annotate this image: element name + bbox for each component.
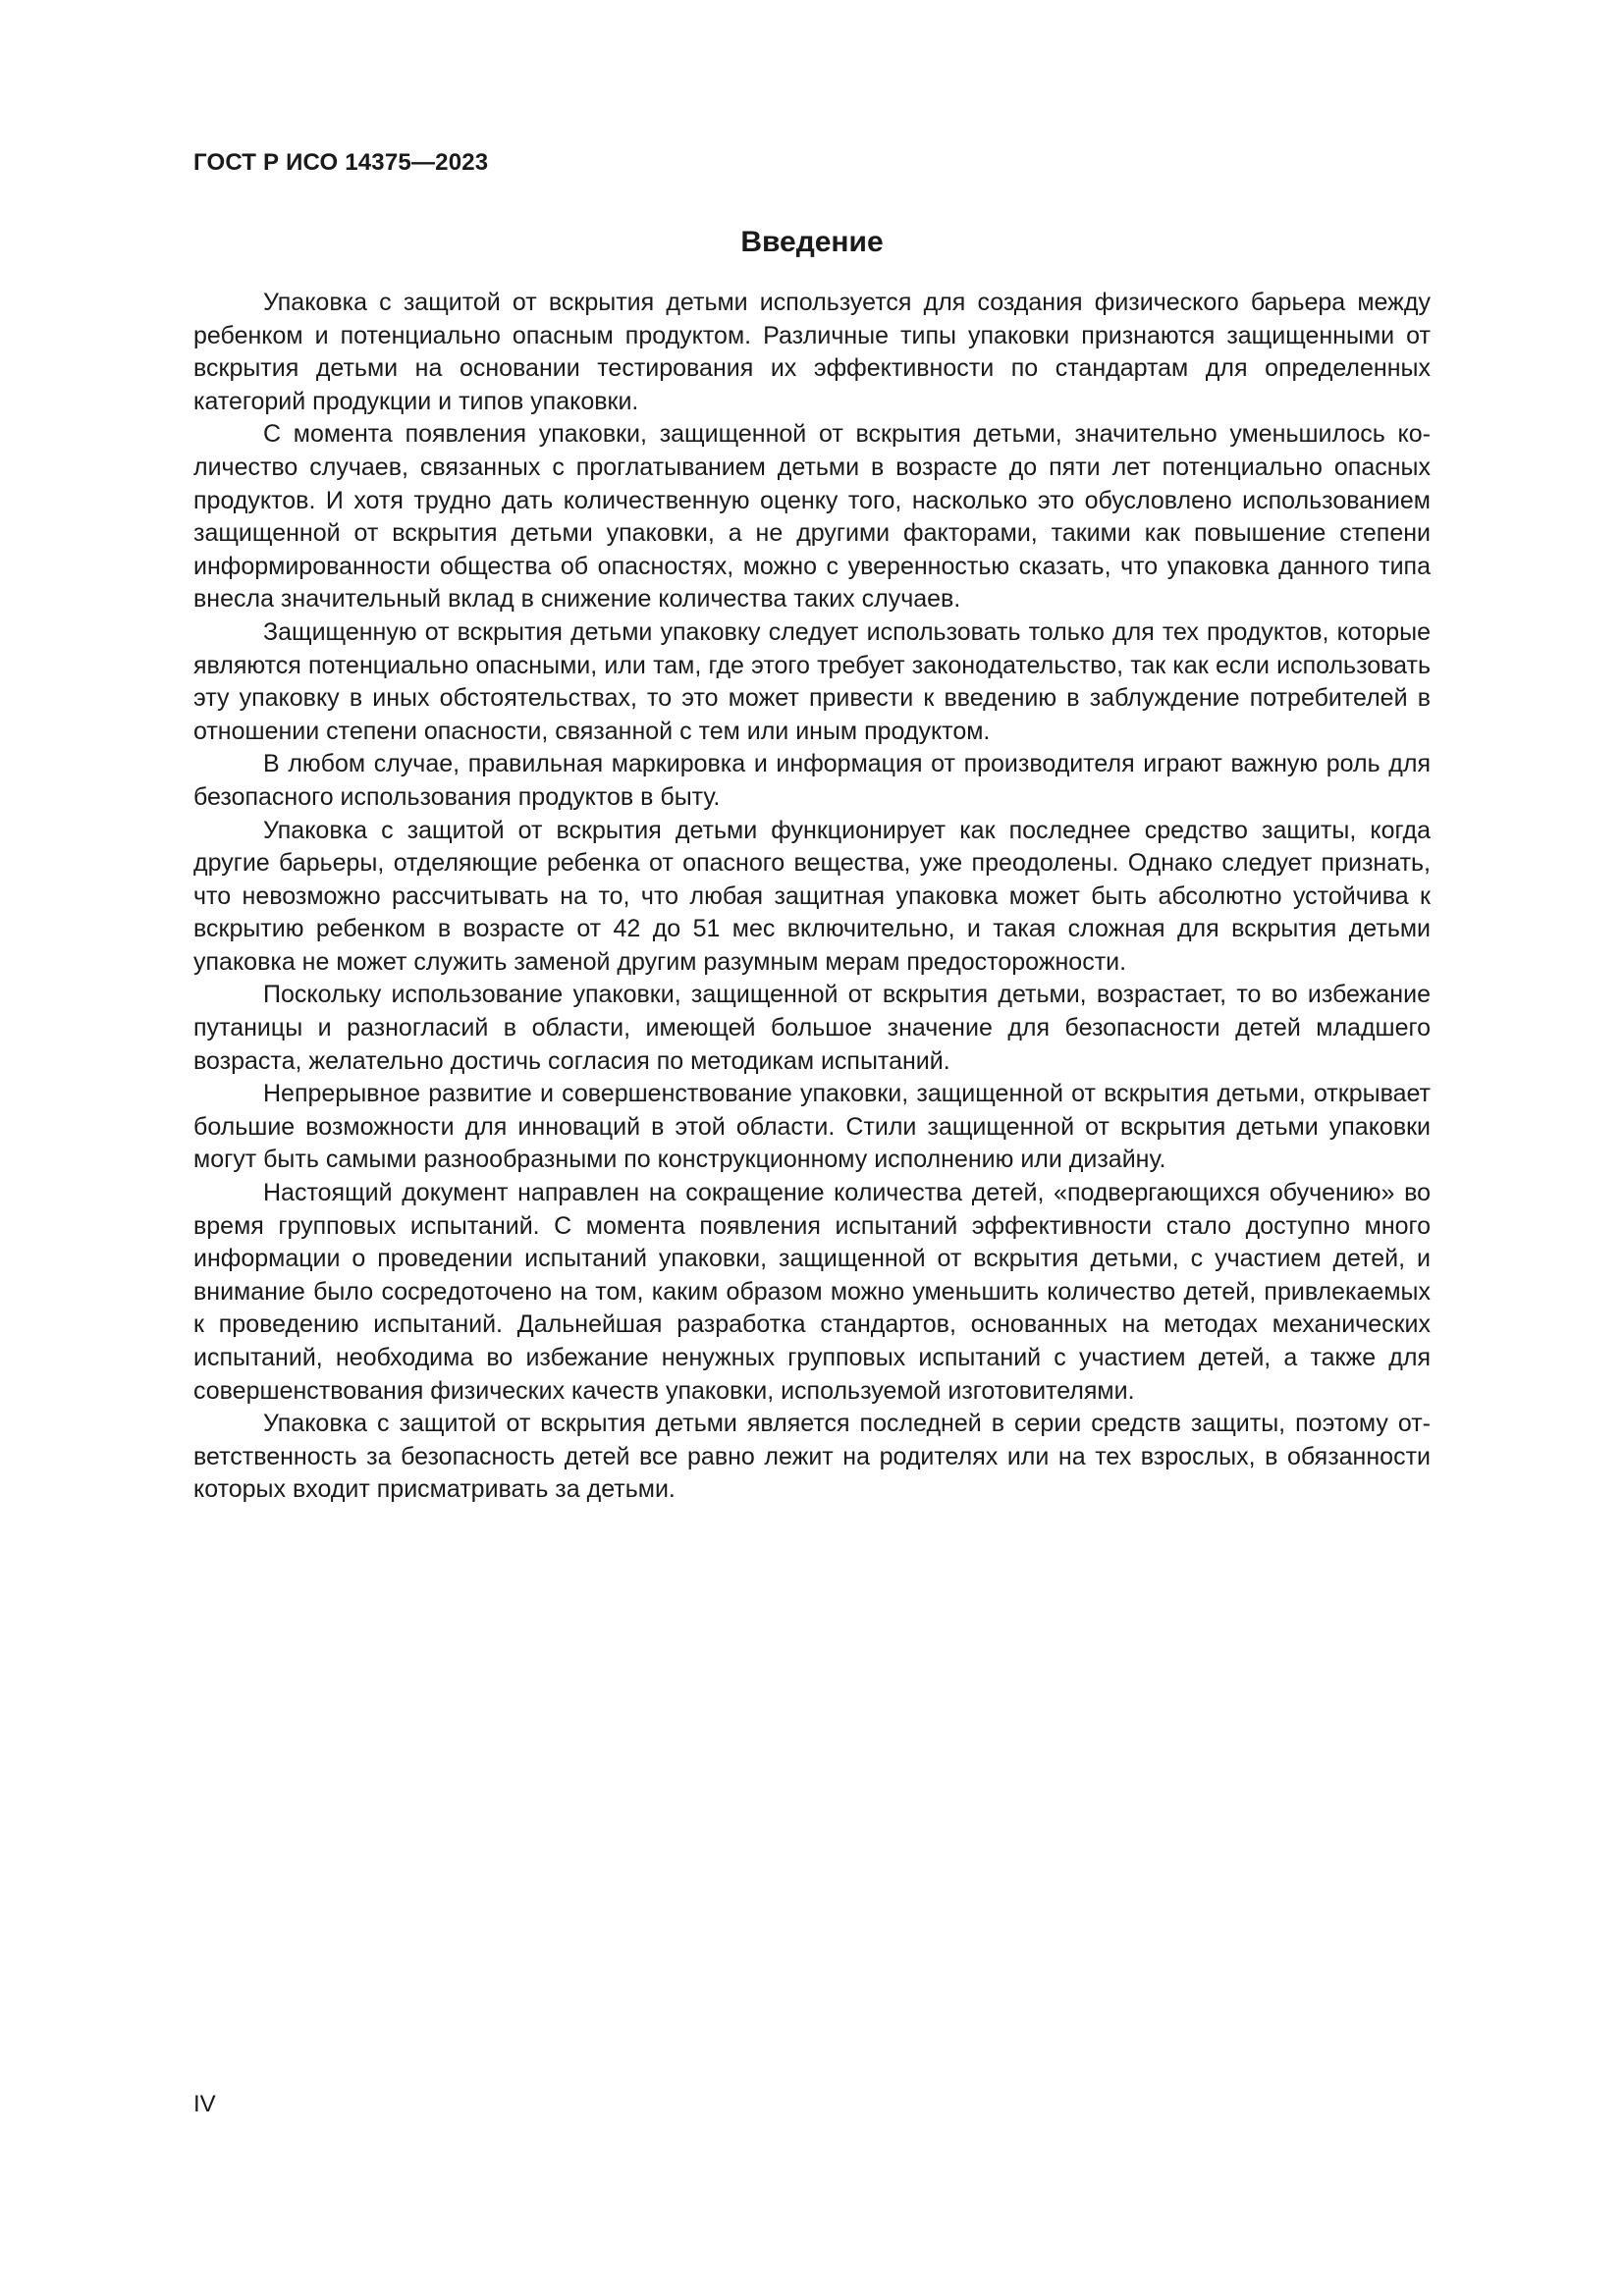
document-header: ГОСТ Р ИСО 14375—2023 [193, 149, 489, 176]
paragraph-6: Поскольку использование упаковки, защищенной от вскрытия детьми, возрастает, то во избежание путаницы и разногласий в области, имеющей большое значение для безопасности детей младшего возраста, желательно достичь согласия по методикам испытаний. [193, 981, 1431, 1075]
paragraph-1: Упаковка с защитой от вскрытия детьми используется для создания физического барьера между ребенком и потенциально опасным продуктом. Различные типы упаковки признаются защищенными от вскрытия детьми на основании тестирования их эффективности по стандартам для определенных категорий продукции и типов упаковки. [193, 289, 1431, 415]
paragraph-5: Упаковка с защитой от вскрытия детьми функционирует как последнее средство защиты, когда другие барьеры, отделяющие ребенка от опасного вещества, уже преодолены. Однако следует признать, что невозможно рассчитывать на то, что любая защитная упаковка может быть абсолютно устойчива к вскрытию ребенком в возрасте от 42 до 51 мес включительно, и такая сложная для вскрытия детьми упаковка не может служить заменой другим разумным мерам предосторожности. [193, 816, 1431, 976]
paragraph-2: С момента появления упаковки, защищенной от вскрытия детьми, значительно уменьшилось количество случаев, связанных с проглатыванием детьми в возрасте до пяти лет потенциально опасных продуктов. И хотя трудно дать количественную оценку того, насколько это обусловлено использованием защищенной от вскрытия детьми упаковки, а не другими факторами, такими как повышение степени информированности общества об опасностях, можно с уверенностью сказать, что упаковка данного типа внесла значительный вклад в снижение количества таких случаев. [193, 420, 1431, 614]
paragraph-7: Непрерывное развитие и совершенствование упаковки, защищенной от вскрытия детьми, открывает большие возможности для инноваций в этой области. Стили защищенной от вскрытия детьми упаковки могут быть самыми разнообразными по конструкционному исполнению или дизайну. [193, 1080, 1431, 1174]
paragraph-9: Упаковка с защитой от вскрытия детьми является последней в серии средств защиты, поэтому ответственность за безопасность детей все равно лежит на родителях или на тех взрослых, в обязанности которых входит присматривать за детьми. [193, 1410, 1431, 1504]
paragraph-3: Защищенную от вскрытия детьми упаковку следует использовать только для тех продуктов, которые являются потенциально опасными, или там, где этого требует законодательство, так как если использовать эту упаковку в иных обстоятельствах, то это может привести к введению в заблуждение потребителей в отношении степени опасности, связанной с тем или иным продуктом. [193, 617, 1431, 745]
paragraph-4: В любом случае, правильная маркировка и информация от производителя играют важную роль для безопасного использования продуктов в быту. [193, 750, 1431, 811]
section-title: Введение [740, 226, 884, 258]
body-text [193, 287, 1431, 1507]
page-number: IV [193, 2091, 216, 2117]
paragraph-8: Настоящий документ направлен на сокращение количества детей, «подвергающихся обучению» во время групповых испытаний. С момента появления испытаний эффективности стало доступно много информации о проведении испытаний упаковки, защищенной от вскрытия детьми, с участием детей, и внимание было сосредоточено на том, каким образом можно уменьшить количество детей, привлекаемых к проведению испытаний. Дальнейшая разработка стандартов, основанных на методах механических испытаний, необходима во избежание ненужных групповых испытаний с участием детей, а также для совершенствования физических качеств упаковки, используемой изготовителями. [193, 1179, 1431, 1405]
